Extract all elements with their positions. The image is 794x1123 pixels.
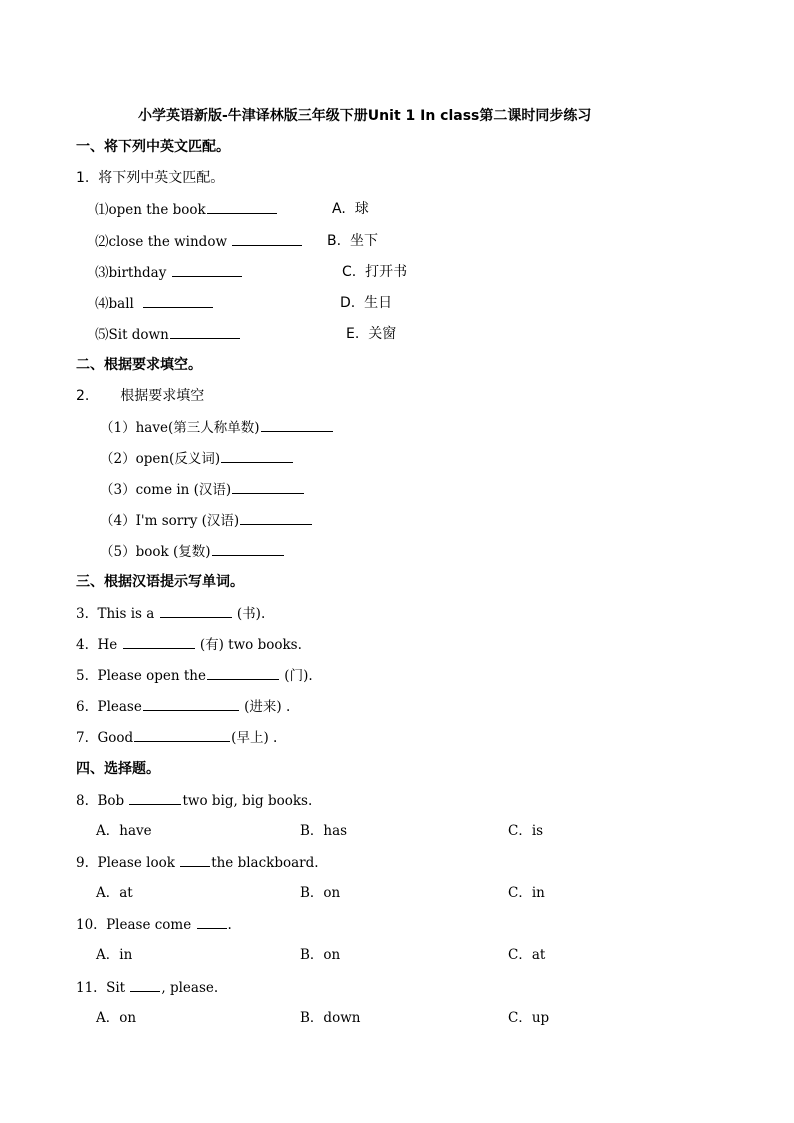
answer-blank[interactable] xyxy=(240,510,312,525)
answer-blank[interactable] xyxy=(197,914,227,929)
answer-blank[interactable] xyxy=(221,448,293,463)
answer-blank[interactable] xyxy=(207,199,277,214)
match-item-4: ⑷ball xyxy=(95,293,214,314)
question-2 xyxy=(76,386,204,406)
choice-9-c[interactable]: C．in xyxy=(508,885,545,901)
question-6: 6. Please (进来) . xyxy=(76,696,290,717)
section-heading-2: 二、根据要求填空。 xyxy=(76,357,202,373)
answer-blank[interactable] xyxy=(160,603,232,618)
section-heading-4: 四、选择题。 xyxy=(76,761,160,777)
section-heading-1: 一、将下列中英文匹配。 xyxy=(76,139,230,155)
match-option-e: E. 关窗 xyxy=(346,326,397,342)
choice-8-a[interactable]: A．have xyxy=(96,823,152,839)
page-title: 小学英语新版-牛津译林版三年级下册Unit 1 In class第二课时同步练习 xyxy=(138,108,592,124)
question-5: 5. Please open the (门). xyxy=(76,665,313,686)
match-option-d: D. 生日 xyxy=(340,295,393,311)
answer-blank[interactable] xyxy=(261,417,333,432)
question-11: 11. Sit , please. xyxy=(76,977,218,998)
choice-11-c[interactable]: C．up xyxy=(508,1010,550,1026)
question-3: 3. This is a (书). xyxy=(76,603,265,624)
match-item-1: ⑴open the book xyxy=(95,199,278,220)
answer-blank[interactable] xyxy=(143,696,239,711)
choice-10-a[interactable]: A．in xyxy=(96,947,133,963)
question-1 xyxy=(76,168,224,188)
match-option-a: A. 球 xyxy=(332,201,369,217)
answer-blank[interactable] xyxy=(143,293,213,308)
choice-11-a[interactable]: A．on xyxy=(96,1010,137,1026)
answer-blank[interactable] xyxy=(180,852,210,867)
choice-8-c[interactable]: C．is xyxy=(508,823,544,839)
question-text: 将下列中英文匹配。 xyxy=(98,170,225,186)
match-item-2: ⑵close the window xyxy=(95,231,303,252)
answer-blank[interactable] xyxy=(232,479,304,494)
fill-item-2: （2）open(反义词) xyxy=(100,448,294,469)
question-7: 7. Good (早上) . xyxy=(76,727,277,748)
choice-10-b[interactable]: B．on xyxy=(300,947,341,963)
match-option-c: C. 打开书 xyxy=(342,264,408,280)
section-heading-3: 三、根据汉语提示写单词。 xyxy=(76,574,244,590)
choice-10-c[interactable]: C．at xyxy=(508,947,546,963)
answer-blank[interactable] xyxy=(170,324,240,339)
question-8: 8. Bob two big, big books. xyxy=(76,790,312,811)
answer-blank[interactable] xyxy=(232,231,302,246)
answer-blank[interactable] xyxy=(134,727,230,742)
fill-item-5: （5）book (复数) xyxy=(100,541,285,562)
answer-blank[interactable] xyxy=(172,262,242,277)
match-item-3: ⑶birthday xyxy=(95,262,243,283)
answer-blank[interactable] xyxy=(130,977,160,992)
match-item-5: ⑸Sit down xyxy=(95,324,241,345)
question-number: 2. xyxy=(76,388,90,404)
choice-9-a[interactable]: A．at xyxy=(96,885,133,901)
question-10: 10. Please come . xyxy=(76,914,232,935)
answer-blank[interactable] xyxy=(212,541,284,556)
fill-item-1: （1）have(第三人称单数) xyxy=(100,417,334,438)
question-number: 1. xyxy=(76,170,90,186)
fill-item-3: （3）come in (汉语) xyxy=(100,479,305,500)
fill-item-4: （4）I'm sorry (汉语) xyxy=(100,510,313,531)
choice-9-b[interactable]: B．on xyxy=(300,885,341,901)
question-9: 9. Please look the blackboard. xyxy=(76,852,319,873)
question-4: 4. He (有) two books. xyxy=(76,634,302,655)
match-option-b: B. 坐下 xyxy=(327,233,378,249)
answer-blank[interactable] xyxy=(207,665,279,680)
question-text: 根据要求填空 xyxy=(120,388,205,404)
answer-blank[interactable] xyxy=(129,790,181,805)
choice-8-b[interactable]: B．has xyxy=(300,823,348,839)
choice-11-b[interactable]: B．down xyxy=(300,1010,361,1026)
answer-blank[interactable] xyxy=(123,634,195,649)
